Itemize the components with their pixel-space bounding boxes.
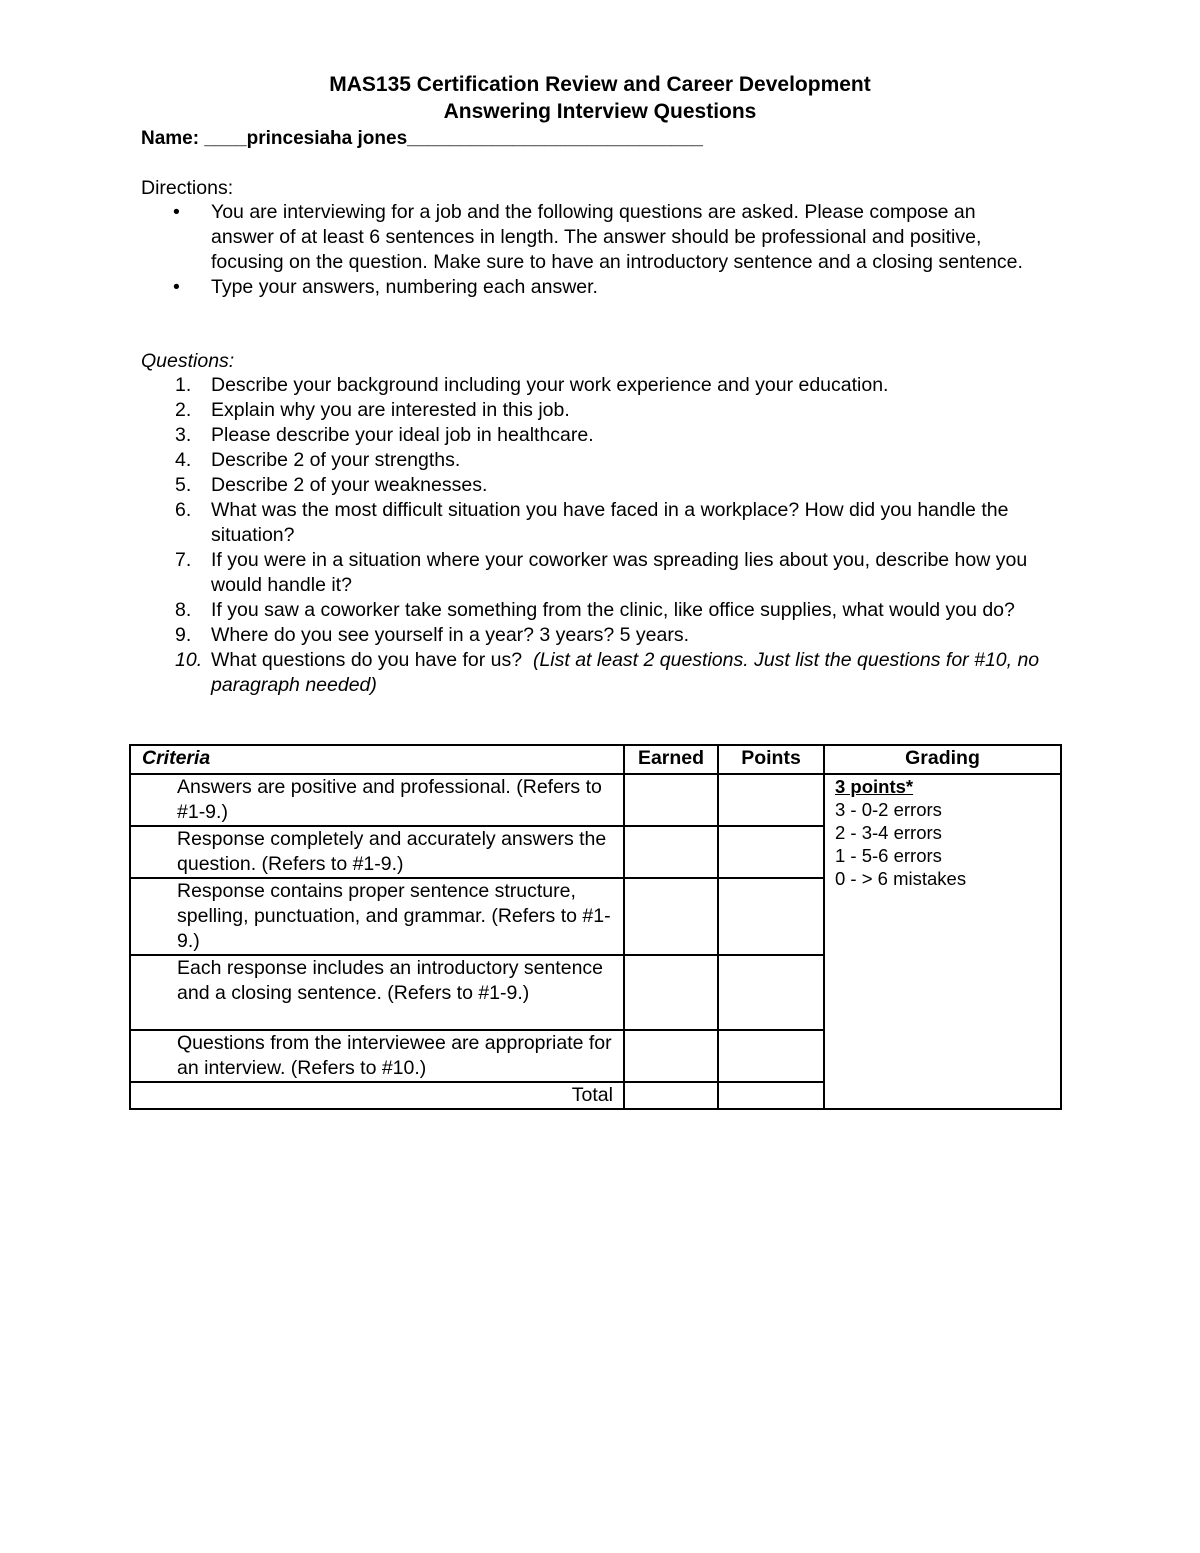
grading-scale-line: 2 - 3-4 errors <box>835 822 942 843</box>
grading-scale-line: 1 - 5-6 errors <box>835 845 942 866</box>
total-points-cell <box>718 1082 824 1109</box>
points-cell <box>718 878 824 955</box>
criteria-header: Criteria <box>130 745 624 774</box>
directions-bullet-item <box>141 275 1041 300</box>
criteria-cell: Answers are positive and professional. (Refers to #1-9.) <box>130 774 624 826</box>
earned-header: Earned <box>624 745 718 774</box>
criteria-cell: Each response includes an introductory sentence and a closing sentence. (Refers to #1-9.) <box>130 955 624 1030</box>
earned-cell <box>624 774 718 826</box>
question-text: If you saw a coworker take something from the clinic, like office supplies, what would you do? <box>211 599 1015 621</box>
earned-cell <box>624 878 718 955</box>
rubric-row <box>130 774 1061 826</box>
points-cell <box>718 955 824 1030</box>
question-item <box>141 473 1041 498</box>
directions-bullet-item <box>141 200 1041 275</box>
question-text: Describe your background including your work experience and your education. <box>211 374 889 396</box>
question-text: Describe 2 of your strengths. <box>211 449 461 471</box>
points-cell <box>718 774 824 826</box>
earned-cell <box>624 826 718 878</box>
points-header: Points <box>718 745 824 774</box>
directions-label: Directions: <box>141 177 234 199</box>
question-item <box>141 398 1041 423</box>
question-text: Where do you see yourself in a year? 3 years? 5 years. <box>211 624 689 646</box>
question-text: Describe 2 of your weaknesses. <box>211 474 488 496</box>
document-title: MAS135 Certification Review and Career Development <box>329 73 871 96</box>
question-note: (List at least 2 questions. Just list the questions for #10, no paragraph needed) <box>211 649 1040 696</box>
question-item <box>141 373 1041 398</box>
questions-label: Questions: <box>141 350 235 372</box>
question-number: 1. <box>175 374 192 396</box>
question-number: 10. <box>175 649 203 671</box>
question-number: 6. <box>175 499 192 521</box>
grading-rubric-table <box>129 744 1062 1110</box>
grading-scale-line: 3 - 0-2 errors <box>835 799 942 820</box>
bullet-icon: • <box>173 201 180 223</box>
earned-cell <box>624 1030 718 1082</box>
question-text: Please describe your ideal job in healthcare. <box>211 424 594 446</box>
points-cell <box>718 1030 824 1082</box>
question-number: 4. <box>175 449 192 471</box>
grading-scale-heading: 3 points* <box>835 776 914 797</box>
question-text: What questions do you have for us? <box>211 649 523 671</box>
student-name-line: Name: ____princesiaha jones____________________________ <box>141 128 704 149</box>
bullet-icon: • <box>173 276 180 298</box>
grading-header: Grading <box>824 745 1061 774</box>
grading-scale-cell <box>824 774 1061 1109</box>
question-text: Explain why you are interested in this job. <box>211 399 570 421</box>
question-item <box>141 448 1041 473</box>
total-earned-cell <box>624 1082 718 1109</box>
earned-cell <box>624 955 718 1030</box>
question-number: 9. <box>175 624 192 646</box>
rubric-header-row <box>130 745 1061 774</box>
question-item-10 <box>141 648 1041 698</box>
total-label: Total <box>130 1082 624 1109</box>
directions-bullet-text: You are interviewing for a job and the following questions are asked. Please compose an answer of at least 6 sentences in length. The answer should be professional and positive, focusing on the question. Make sure to have an introductory sentence and a closing sentence. <box>211 201 1023 273</box>
criteria-cell: Response contains proper sentence structure, spelling, punctuation, and grammar. (Refers to #1-9.) <box>130 878 624 955</box>
question-number: 5. <box>175 474 192 496</box>
questions-list <box>141 373 1041 698</box>
criteria-cell: Response completely and accurately answers the question. (Refers to #1-9.) <box>130 826 624 878</box>
question-item <box>141 598 1041 623</box>
question-text: If you were in a situation where your coworker was spreading lies about you, describe how you would handle it? <box>211 549 1028 596</box>
question-item <box>141 423 1041 448</box>
document-subtitle: Answering Interview Questions <box>443 100 757 123</box>
directions-list <box>141 200 1041 300</box>
criteria-cell: Questions from the interviewee are appropriate for an interview. (Refers to #10.) <box>130 1030 624 1082</box>
directions-bullet-text: Type your answers, numbering each answer. <box>211 276 598 298</box>
grading-scale-line: 0 - > 6 mistakes <box>835 868 967 889</box>
points-cell <box>718 826 824 878</box>
question-item <box>141 548 1041 598</box>
question-number: 3. <box>175 424 192 446</box>
question-text: What was the most difficult situation you have faced in a workplace? How did you handle the situation? <box>211 499 1009 546</box>
question-number: 7. <box>175 549 192 571</box>
question-number: 8. <box>175 599 192 621</box>
question-item <box>141 623 1041 648</box>
question-number: 2. <box>175 399 192 421</box>
question-item <box>141 498 1041 548</box>
